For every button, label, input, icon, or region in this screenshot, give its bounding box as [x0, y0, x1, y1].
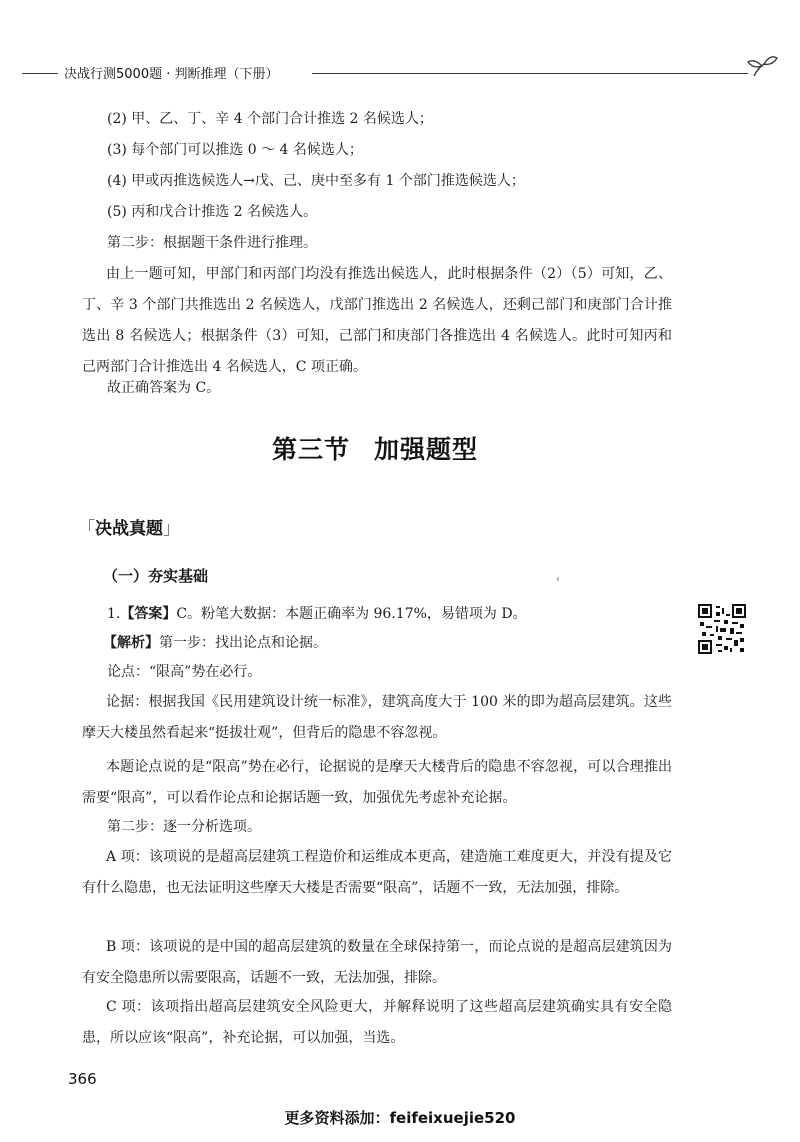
option-c: C 项：该项指出超高层建筑安全风险更大，并解释说明了这些超高层建筑确实具有安全隐患，所以应该“限高”，补充论据，可以加强，当选。 [82, 999, 672, 1046]
running-title: 决战行测5000题 · 判断推理（下册） [64, 67, 279, 82]
condition-item: (5) 丙和戊合计推选 2 名候选人。 [107, 204, 318, 220]
question-number: 1. [107, 606, 121, 622]
subsection-heading: （一）夯实基础 [103, 567, 209, 585]
sprout-icon [744, 52, 778, 82]
right-bracket-icon: 」 [163, 519, 180, 539]
option-b: B 项：该项说的是中国的超高层建筑的数量在全球保持第一，而论点说的是超高层建筑因为有安全隐患所以需要限高，话题不一致，无法加强，排除。 [82, 939, 672, 986]
left-bracket-icon: 「 [78, 519, 95, 539]
step-two-options: 第二步：逐一分析选项。 [107, 819, 261, 835]
exam-label-text: 决战真题 [95, 519, 163, 539]
header-rule-right [312, 73, 748, 74]
reasoning-paragraph: 由上一题可知，甲部门和丙部门均没有推选出候选人，此时根据条件（2）（5）可知，乙、丁、辛 3 个部门共推选出 2 名候选人，戊部门推选出 2 名候选人，还剩己部门和庚部门合计推选出 8 名候选人；根据条件（3）可知，己部门和庚部门各推选出 4 名候选人。此时可知丙和己两部门合计推选出 4 名候选人，C 项正确。 [82, 266, 672, 375]
scan-speck: ‹ [556, 574, 560, 585]
step-two-intro: 第二步：根据题干条件进行推理。 [107, 235, 317, 251]
analysis-text: 第一步：找出论点和论据。 [159, 635, 327, 651]
section-title [0, 430, 750, 466]
section-number: 第三节 [271, 435, 350, 464]
running-header [22, 52, 778, 92]
answer-line [107, 599, 677, 629]
qr-code-icon [698, 604, 746, 654]
analysis-line [103, 628, 673, 658]
argument-evidence: 论据：根据我国《民用建筑设计统一标准》，建筑高度大于 100 米的即为超高层建筑。这些摩天大楼虽然看起来“挺拔壮观”，但背后的隐患不容忽视。 [82, 694, 672, 741]
condition-item: (4) 甲或丙推选候选人→戊、己、庚中至多有 1 个部门推选候选人； [107, 173, 525, 189]
answer-text: C。粉笔大数据：本题正确率为 96.17%，易错项为 D。 [176, 606, 527, 622]
answer-tag: 【答案】 [120, 606, 177, 622]
section-name: 加强题型 [374, 435, 479, 464]
page-number: 366 [68, 1070, 97, 1088]
header-rule-left [22, 73, 58, 74]
argument-point: 论点：“限高”势在必行。 [107, 664, 262, 680]
analysis-tag: 【解析】 [103, 635, 159, 651]
footer-note: 更多资料添加：feifeixuejie520 [284, 1109, 516, 1127]
conclusion: 故正确答案为 C。 [107, 380, 221, 396]
option-a: A 项：该项说的是超高层建筑工程造价和运维成本更高，建造施工难度更大，并没有提及它有什么隐患，也无法证明这些摩天大楼是否需要“限高”，话题不一致，无法加强，排除。 [82, 849, 672, 896]
exam-label [78, 514, 180, 539]
condition-item: (2) 甲、乙、丁、辛 4 个部门合计推选 2 名候选人； [107, 111, 433, 127]
condition-item: (3) 每个部门可以推选 0 ～ 4 名候选人； [107, 142, 363, 158]
analysis-paragraph: 本题论点说的是“限高”势在必行，论据说的是摩天大楼背后的隐患不容忽视，可以合理推出需要“限高”，可以看作论点和论据话题一致，加强优先考虑补充论据。 [82, 759, 672, 806]
